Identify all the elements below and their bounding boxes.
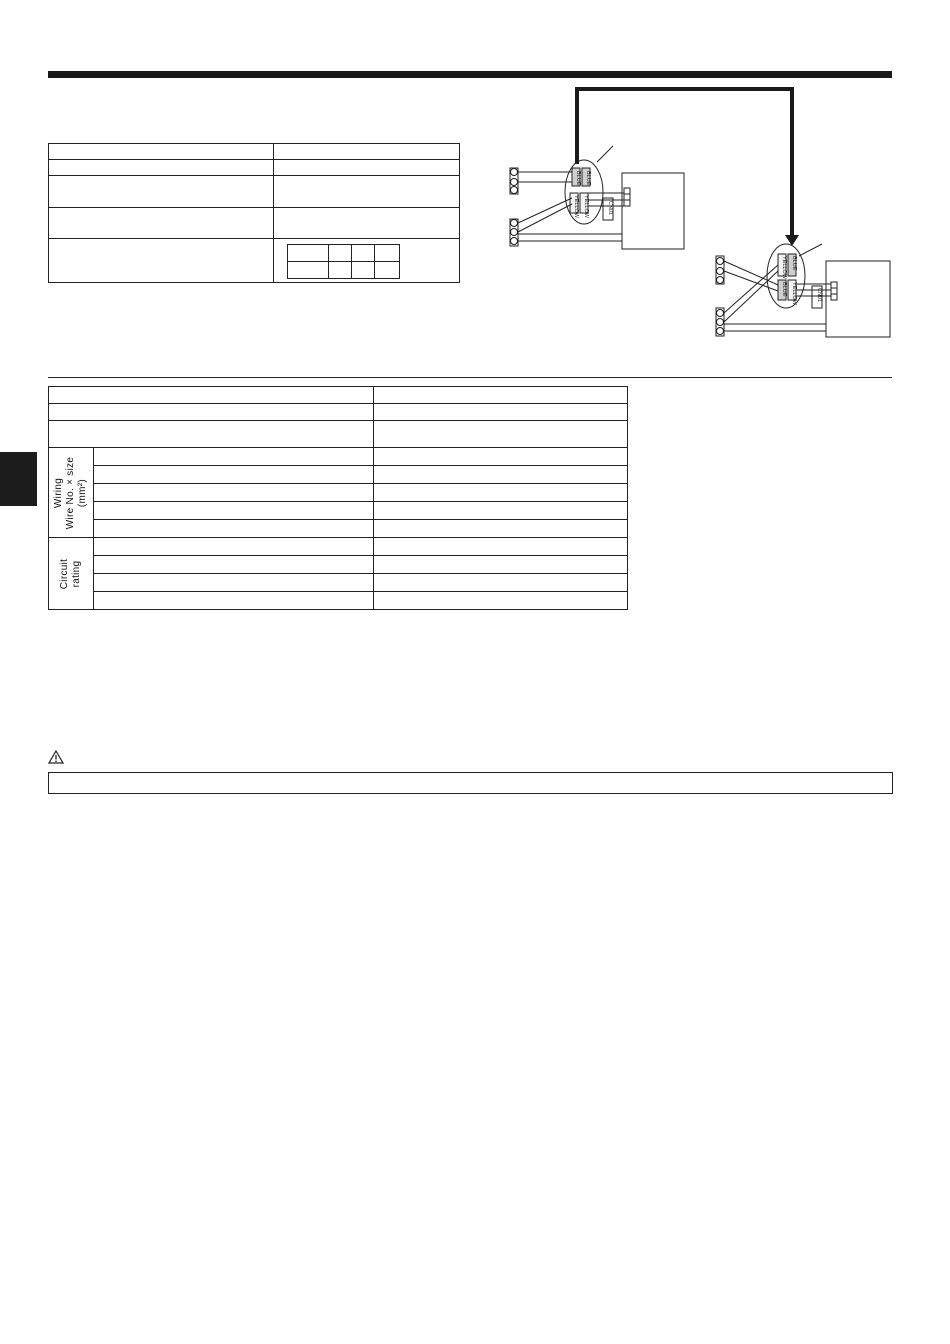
blue-label: BLUE — [575, 171, 581, 186]
warning-box — [48, 772, 893, 794]
section-divider — [48, 377, 892, 378]
yellow-label: YELLOW — [573, 195, 579, 218]
yellow-label: YELLOW — [583, 195, 589, 218]
wiring-text: Wiring — [53, 477, 64, 508]
right-unit — [716, 244, 890, 337]
top-rule — [48, 71, 892, 78]
blue-label: BLUE — [585, 171, 591, 186]
table-row — [49, 144, 460, 160]
table-row — [49, 466, 628, 484]
warning-icon — [48, 750, 64, 764]
table-row — [49, 448, 628, 466]
spec-table — [48, 143, 460, 283]
table-row — [49, 502, 628, 520]
table-row — [49, 239, 460, 283]
table-row — [49, 421, 628, 448]
table-row — [49, 176, 460, 208]
wire-size-text: Wire No. × size — [65, 456, 76, 529]
yellow-label: YELLOW — [781, 256, 787, 279]
table-row — [49, 387, 628, 404]
section-tab — [0, 452, 37, 506]
table-row — [49, 592, 628, 610]
blue-label: BLUE — [781, 282, 787, 297]
table-row — [49, 484, 628, 502]
circuit-text: Circuit — [59, 558, 70, 589]
rating-text: rating — [71, 560, 82, 587]
yellow-label: YELLOW — [791, 282, 797, 305]
unit-text: (mm²) — [77, 478, 88, 507]
table-row — [49, 208, 460, 239]
wiring-diagram — [490, 80, 910, 350]
wiring-table — [48, 386, 628, 610]
wiring-label-cell — [49, 448, 94, 538]
table-row — [49, 520, 628, 538]
blue-label: BLUE — [791, 256, 797, 271]
wiring-label — [53, 456, 89, 529]
circuit-label — [59, 558, 83, 588]
table-row — [49, 160, 460, 176]
table-row — [49, 574, 628, 592]
table-row — [49, 538, 628, 556]
switch-setting-table — [287, 244, 400, 279]
table-row — [49, 556, 628, 574]
table-row — [49, 404, 628, 421]
cn01-label: CN01 — [816, 288, 822, 303]
cn01-label: CN01 — [607, 201, 613, 216]
circuit-label-cell — [49, 538, 94, 610]
left-unit — [510, 146, 684, 249]
